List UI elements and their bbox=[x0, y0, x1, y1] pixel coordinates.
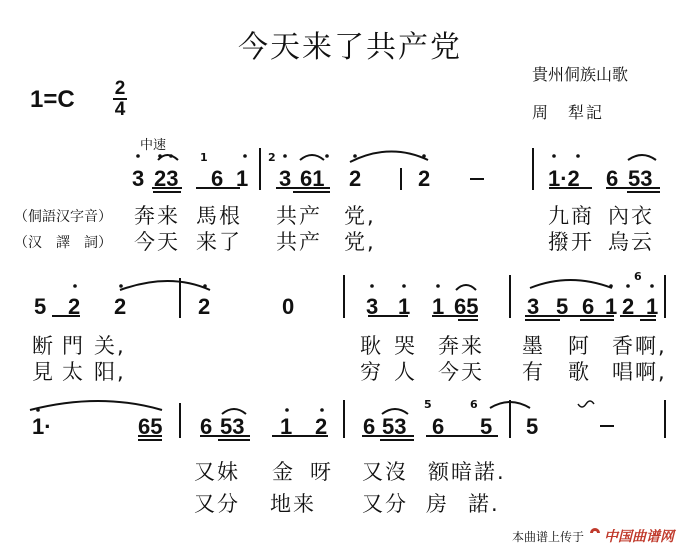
lyric: 又分 bbox=[362, 492, 408, 516]
note: 3 bbox=[279, 166, 292, 191]
lyric: 歌 bbox=[568, 360, 591, 384]
lyric: 烏云 bbox=[608, 230, 654, 254]
lyric: 內衣 bbox=[608, 204, 654, 228]
note: 6 bbox=[432, 414, 445, 439]
note: 2 bbox=[315, 414, 328, 439]
note: 5 bbox=[480, 414, 493, 439]
lyric: 門 bbox=[62, 334, 85, 358]
note: 6 bbox=[200, 414, 213, 439]
note: 6 bbox=[606, 166, 619, 191]
note: 1 bbox=[398, 294, 411, 319]
lyric: 馬根 bbox=[196, 204, 242, 228]
note: 53 bbox=[382, 414, 407, 439]
lyric: 穷 bbox=[360, 360, 383, 384]
lyric: 又分 bbox=[194, 492, 240, 516]
lyric: 来了 bbox=[196, 230, 242, 254]
lyric: 共产 bbox=[276, 230, 322, 254]
note: 5 bbox=[556, 294, 569, 319]
note: 2 bbox=[114, 294, 127, 319]
note: 6 bbox=[582, 294, 595, 319]
note: 1 bbox=[280, 414, 293, 439]
grace-note: 6 bbox=[470, 398, 478, 411]
lyric: 关, bbox=[94, 334, 126, 358]
note: 53 bbox=[220, 414, 245, 439]
note: 2 bbox=[622, 294, 635, 319]
note: 3 bbox=[366, 294, 379, 319]
tempo-marking: 中速 bbox=[140, 138, 167, 153]
lyric: 撥开 bbox=[548, 230, 594, 254]
note: 1· bbox=[32, 414, 52, 439]
site-logo[interactable]: 中国曲谱网 bbox=[604, 529, 674, 545]
lyric: 党, bbox=[344, 204, 376, 228]
note: 1 bbox=[432, 294, 445, 319]
lyric: 今天 bbox=[134, 230, 180, 254]
note: 6 bbox=[363, 414, 376, 439]
upload-credit: 本曲谱上传于 bbox=[512, 530, 585, 544]
lyric: 额暗諾. bbox=[428, 460, 506, 484]
lyric: 断 bbox=[32, 334, 55, 358]
lyric: 耿 bbox=[360, 334, 383, 358]
lyric: 又妹 bbox=[194, 460, 240, 484]
note: 3 bbox=[527, 294, 540, 319]
lyric-label-han: （汉 譯 詞） bbox=[14, 235, 112, 251]
lyric: 阿 bbox=[568, 334, 591, 358]
note: 5 bbox=[34, 294, 47, 319]
lyric: 阳, bbox=[94, 360, 126, 384]
lyric: 房 bbox=[426, 492, 449, 516]
note: 53 bbox=[628, 166, 653, 191]
lyric: 有 bbox=[522, 360, 545, 384]
lyric: 九商 bbox=[548, 204, 594, 228]
meter-top: 2 bbox=[114, 78, 126, 99]
note: 3 bbox=[132, 166, 145, 191]
note: 2 bbox=[418, 166, 431, 191]
note: 0 bbox=[282, 294, 295, 319]
note: 2 bbox=[198, 294, 211, 319]
note: 2 bbox=[349, 166, 362, 191]
lyric: 墨 bbox=[522, 334, 545, 358]
lyric: 奔来 bbox=[438, 334, 484, 358]
note: 23 bbox=[154, 166, 179, 191]
lyric: 金 bbox=[272, 460, 295, 484]
note: 1 bbox=[236, 166, 249, 191]
note: 1 bbox=[646, 294, 659, 319]
note: 61 bbox=[300, 166, 325, 191]
lyric: 党, bbox=[344, 230, 376, 254]
note: 5 bbox=[526, 414, 539, 439]
grace-note: 1 bbox=[200, 151, 208, 164]
grace-note: 2 bbox=[268, 151, 276, 164]
song-source: 貴州侗族山歌 bbox=[532, 65, 629, 84]
lyric: 見 bbox=[32, 360, 55, 384]
lyric: 諾. bbox=[468, 492, 500, 516]
lyric: 人 bbox=[394, 360, 417, 384]
note: 1·2 bbox=[548, 166, 580, 191]
note: 6 bbox=[211, 166, 224, 191]
note: 2 bbox=[68, 294, 81, 319]
lyric: 太 bbox=[62, 360, 85, 384]
grace-note: 6 bbox=[634, 270, 642, 283]
lyric: 又沒 bbox=[362, 460, 408, 484]
lyric: 哭 bbox=[394, 334, 417, 358]
note: 1 bbox=[605, 294, 618, 319]
grace-note: 5 bbox=[424, 398, 432, 411]
recorder-credit: 周 犁記 bbox=[532, 103, 605, 122]
logo-icon bbox=[588, 526, 602, 540]
lyric: 呀 bbox=[310, 460, 333, 484]
lyric: 香啊, bbox=[612, 334, 667, 358]
lyric: 今天 bbox=[438, 360, 484, 384]
lyric-label-dong: （侗語汉字音） bbox=[14, 209, 112, 225]
lyric: 共产 bbox=[276, 204, 322, 228]
note: 65 bbox=[138, 414, 163, 439]
page-title: 今天来了共产党 bbox=[238, 30, 462, 65]
meter-bottom: 4 bbox=[114, 99, 126, 120]
lyric: 地来 bbox=[270, 492, 316, 516]
key-signature: 1=C bbox=[30, 86, 75, 113]
lyric: 奔来 bbox=[134, 204, 180, 228]
note: 65 bbox=[454, 294, 479, 319]
lyric: 唱啊, bbox=[612, 360, 667, 384]
